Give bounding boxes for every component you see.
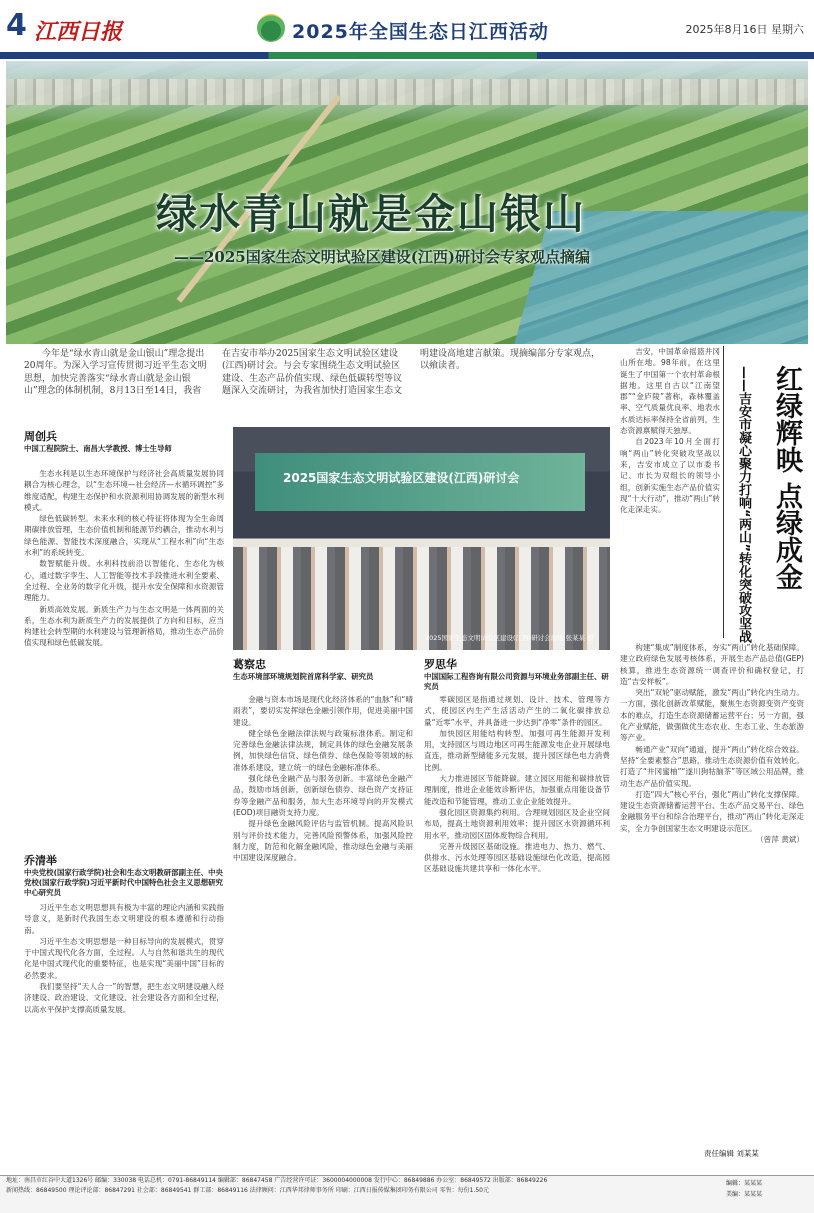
intro-lead: 今年是“绿水青山就是金山银山”理念提出20周年。为深入学习宣传贯彻习近平生态文明思想，加快完善落实“绿水青山就是金山银山”理念的体制机制，8月13日至14日，我省在吉安市举办2025国家生态文明试验区建设(江西)研讨会。与会专家围绕生态文明试验区建设、生态产品价值实现、绿色低碳转型等议题深入交流研讨，为我省加快打造国家生态文明建设高地建言献策。现摘编部分专家观点，以飨读者。 [24, 349, 601, 397]
paragraph: 生态水利是以生态环境保护与经济社会高质量发展协同耦合为核心理念，以“生态环境—社会经济—水循环调控”多维度适配，构建生态保护和水资源利用协调发展的新型水利模式。 [24, 469, 224, 512]
footer-row: 新闻热线：86849500 理论评论部：86847291 社会部：86849541 群工部：86849116 法律顾问：江西华邦律师事务所 印刷：江西日报传媒集团印务有限公司 零售：每份1.50元 [6, 1187, 489, 1194]
page-number: 4 [6, 8, 27, 43]
page-footer [0, 1175, 814, 1213]
side-feature-column [620, 642, 804, 1142]
paragraph: 强化园区资源集约利用。合理规划园区及企业空间布局，提高土地资源利用效率；提升园区水资源循环利用水平，推动园区固体废物综合利用。 [424, 807, 610, 840]
footer-tags [726, 1178, 762, 1200]
paragraph: 突出“双轮”驱动赋能，激发“两山”转化内生动力。一方面，强化创新改革赋能，聚焦生态资源变资产变资本的难点，打造生态资源储蓄运营平台；另一方面，强化产业赋能，做强做优生态农业、生态工业、生态旅游等产业。 [620, 688, 804, 743]
author-affiliation: 中国国际工程咨询有限公司资源与环境业务部副主任、研究员 [424, 672, 609, 691]
paragraph: 零碳园区是指通过规划、设计、技术、管理等方式，使园区内生产生活活动产生的二氧化碳排放总量“近零”水平，并具备进一步达到“净零”条件的园区。 [424, 695, 610, 727]
page-subtitle: ——2025国家生态文明试验区建设(江西)研讨会专家观点摘编 [174, 248, 590, 266]
page-title: 绿水青山就是金山银山 [156, 190, 586, 238]
author-name: 周创兵 [24, 430, 57, 443]
photo-caption: 2025国家生态文明试验区建设(江西)研讨会现场 张某某 摄 [425, 634, 594, 642]
event-slogan: 2025年全国生态日江西活动 [292, 21, 549, 43]
paragraph: 金融与资本市场是现代化经济体系的“血脉”和“晴雨表”，要切实发挥绿色金融引领作用，促进美丽中国建设。 [233, 695, 413, 727]
author-name: 乔清举 [24, 854, 57, 867]
paragraph: 健全绿色金融法律法规与政策标准体系。制定和完善绿色金融法律法规，制定具体的绿色金融发展条例，加快绿色信贷、绿色债券、绿色保险等领域的标准体系建设，建立统一的绿色金融标准体系。 [233, 728, 413, 772]
article-column [24, 468, 224, 844]
paragraph: 打造“四大”核心平台，强化“两山”转化支撑保障。建设生态资源储蓄运营平台、生态产品交易平台、绿色金融服务平台和综合治理平台，推动“两山”转化走深走实，全力争创国家生态文明建设示范区。 [620, 789, 804, 833]
author-affiliation: 中国工程院院士、南昌大学教授、博士生导师 [24, 444, 172, 453]
paragraph: 加快园区用能结构转型。加强可再生能源开发利用，支持园区与周边地区可再生能源发电企业开展绿电直连，推动新型储能多元发展，提升园区绿色电力消费比例。 [424, 728, 610, 772]
footer-tag: 编辑：某某某 [726, 1180, 763, 1187]
paragraph: 数智赋能升级。水利科技前沿以智能化、生态化为核心，通过数字孪生、人工智能等技术手段推进水利全要素、全过程、全业务的数字化升级，提升水安全保障和水资源管理能力。 [24, 559, 224, 603]
article-column [24, 902, 224, 1170]
paragraph: 我们要坚持“天人合一”的智慧，把生态文明建设融入经济建设、政治建设、文化建设、社会建设各方面和全过程，以高水平保护支撑高质量发展。 [24, 982, 224, 1014]
footer-row: 地址：南昌市红谷中大道1326号 邮编：330038 电话总机：0791-86849114 编辑部：86847458 广告经营许可证：3600004000008 发行中心：86849886 办公室：86849572 出版部：86849226 [6, 1177, 548, 1184]
page-header [0, 0, 814, 60]
event-logo-icon [257, 14, 285, 42]
footer-tag: 美编：某某某 [726, 1191, 763, 1198]
author-name: 罗思华 [424, 658, 457, 671]
side-feature-subtitle: ——吉安市凝心聚力打响“两山”转化突破攻坚战 [736, 366, 751, 644]
column-divider [723, 346, 724, 638]
paragraph: 习近平生态文明思想是一种目标导向的发展模式，贯穿于中国式现代化各方面，全过程。人与自然和谐共生的现代化是中国式现代化的重要特征，也是实现“美丽中国”目标的必然要求。 [24, 936, 224, 980]
paragraph: 新质高效发展。新质生产力与生态文明是一体两面的关系，生态水利为新质生产力的发展提供了方向和目标，应当构建社会转型期的水利建设与管理新格局，推动生态产品价值实现和绿色低碳发展。 [24, 604, 224, 648]
editor-credit: 责任编辑 刘某某 [704, 1149, 759, 1158]
side-feature-column [620, 346, 720, 638]
article-column [424, 694, 610, 1170]
author-affiliation: 生态环境部环境规划院首席科学家、研究员 [233, 672, 374, 681]
author-name: 葛察忠 [233, 658, 266, 671]
paragraph: 自2023年10月全面打响“两山”转化突破攻坚战以来，吉安市成立了以市委书记、市长为双组长的领导小组，创新实施生态产品价值实现“十大行动”，推动“两山”转化走深走实。 [620, 437, 720, 515]
paragraph: 大力推进园区节能降碳。建立园区用能和碳排放管理制度，推进企业能效诊断评估，加强重点用能设备节能改造和节能管理，推动工业企业能效提升。 [424, 774, 610, 806]
hero-photo [6, 61, 808, 344]
newspaper-name: 江西日报 [34, 19, 123, 45]
paragraph: 习近平生态文明思想具有极为丰富的理论内涵和实践指导意义，是新时代我国生态文明建设的根本遵循和行动指南。 [24, 903, 224, 935]
issue-date: 2025年8月16日 星期六 [685, 23, 804, 36]
article-column [233, 694, 413, 1170]
hero-town-strip [6, 79, 808, 105]
header-band [0, 52, 814, 59]
paragraph: 绿色低碳转型。未来水利的核心特征将体现为全生命周期碳排放管理，生态价值机制和能源节约耦合，推动水利与绿色能源、智能技术深度融合，实现从“工程水利”向“生态水利”的系统转变。 [24, 514, 224, 558]
byline: （曾萍 黄斌） [756, 835, 804, 845]
paragraph: 强化绿色金融产品与服务创新。丰富绿色金融产品，鼓励市场创新，创新绿色债券、绿色资产支持证券等金融产品和服务，加大生态环境导向的开发模式(EOD)项目融资支持力度。 [233, 774, 413, 817]
paragraph: 畅通产业“双向”通道，提升“两山”转化综合效益。坚持“全要素整合”思路，推动生态资源价值有效转化。打造了“井冈蜜柚”“遂川狗牯脑茶”等区域公用品牌，推动生态产品价值实现。 [620, 744, 804, 788]
paragraph: 构建“集成”制度体系，夯实“两山”转化基础保障。建立政府绿色发展考核体系，开展生态产品总值(GEP)核算，推进生态资源统一调查评价和确权登记，打造“吉安样板”。 [620, 643, 804, 686]
paragraph: 提升绿色金融风险评估与监管机制。提高风险识别与评价技术能力，完善风险预警体系，加强风险控制力度，防范和化解金融风险，推动绿色金融与美丽中国建设深度融合。 [233, 819, 413, 863]
side-feature-title: 红绿辉映 点绿成金 [771, 365, 802, 591]
paragraph: 完善升级园区基础设施。推进电力、热力、燃气、供排水、污水处理等园区基础设施绿色化改造，提高园区基础设施共建共享和一体化水平。 [424, 841, 610, 874]
conference-photo [233, 427, 610, 650]
paragraph: 吉安，中国革命摇篮井冈山所在地。98年前，在这里诞生了中国第一个农村革命根据地。这里自古以“江南望郡”“金庐陵”著称，森林覆盖率、空气质量优良率、地表水水质达标率保持全省前列，生态资源禀赋得天独厚。 [620, 347, 720, 436]
stage-screen-text: 2025国家生态文明试验区建设(江西)研讨会 [283, 471, 520, 485]
author-affiliation: 中央党校(国家行政学院)社会和生态文明教研部副主任、中央党校(国家行政学院)习近平新时代中国特色社会主义思想研究中心研究员 [24, 868, 223, 897]
